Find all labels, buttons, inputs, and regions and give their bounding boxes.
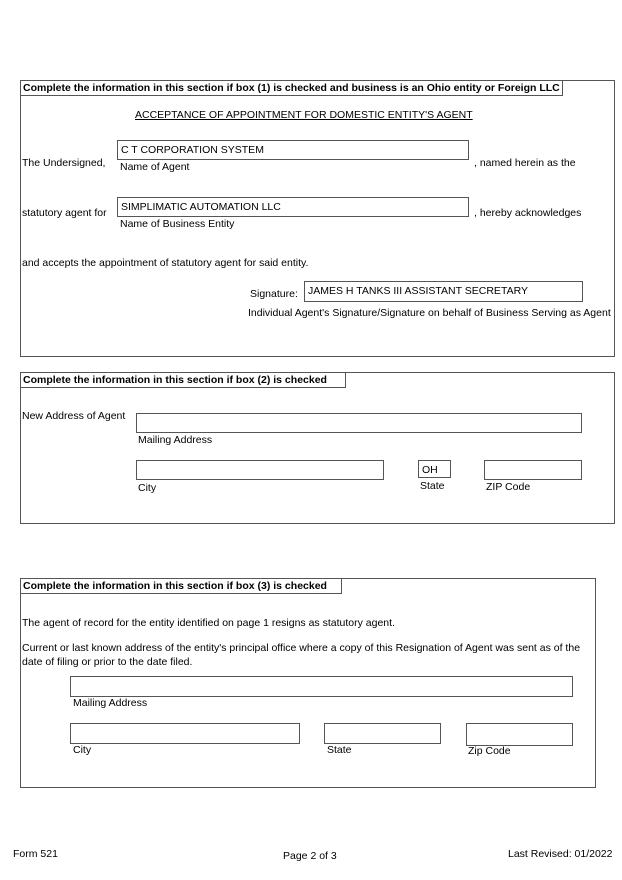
hereby-acknowledges-text: , hereby acknowledges (474, 207, 582, 219)
section-2-state-field[interactable]: OH (418, 460, 451, 478)
section-3-mailing-address-field[interactable] (70, 676, 573, 697)
section-3-zip-field[interactable] (466, 723, 573, 746)
section-2-zip-caption: ZIP Code (486, 481, 531, 493)
section-2-state-caption: State (420, 480, 445, 492)
section-box-2 (20, 372, 615, 524)
section-3-zip-caption: Zip Code (468, 745, 511, 757)
section-2-header: Complete the information in this section if box (2) is checked (20, 372, 346, 388)
resigns-text: The agent of record for the entity identified on page 1 resigns as statutory agent. (22, 617, 395, 629)
principal-office-text-line-1: Current or last known address of the entity's principal office where a copy of this Resignation of Agent was sent as of the (22, 642, 581, 654)
signature-label: Signature: (250, 288, 298, 300)
section-box-1 (20, 80, 615, 357)
section-2-city-caption: City (138, 482, 157, 494)
page-number: Page 2 of 3 (283, 850, 337, 862)
section-3-state-caption: State (327, 744, 352, 756)
section-3-header: Complete the information in this section if box (3) is checked (20, 578, 342, 594)
agent-name-caption: Name of Agent (120, 161, 190, 173)
section-2-mailing-address-field[interactable] (136, 413, 582, 433)
undersigned-label: The Undersigned, (22, 157, 106, 169)
section-1-header: Complete the information in this section if box (1) is checked and business is an Ohio entity or Foreign LLC (20, 80, 563, 96)
principal-office-text-line-2: date of filing or prior to the date filed. (22, 656, 193, 668)
section-box-3 (20, 578, 596, 788)
last-revised: Last Revised: 01/2022 (508, 848, 613, 860)
section-2-city-field[interactable] (136, 460, 384, 480)
named-herein-text: , named herein as the (474, 157, 576, 169)
entity-name-caption: Name of Business Entity (120, 218, 235, 230)
new-address-label: New Address of Agent (22, 410, 126, 422)
section-3-state-field[interactable] (324, 723, 441, 744)
section-3-city-caption: City (73, 744, 92, 756)
statutory-agent-for-label: statutory agent for (22, 207, 107, 219)
section-2-zip-field[interactable] (484, 460, 582, 480)
form-number: Form 521 (13, 848, 58, 860)
accepts-appointment-text: and accepts the appointment of statutory agent for said entity. (22, 257, 309, 269)
section-3-mailing-address-caption: Mailing Address (73, 697, 148, 709)
section-2-mailing-address-caption: Mailing Address (138, 434, 213, 446)
signature-caption: Individual Agent's Signature/Signature on behalf of Business Serving as Agent (248, 307, 611, 319)
section-1-title: ACCEPTANCE OF APPOINTMENT FOR DOMESTIC ENTITY'S AGENT (135, 109, 473, 121)
entity-name-field[interactable]: SIMPLIMATIC AUTOMATION LLC (117, 197, 469, 217)
signature-field[interactable]: JAMES H TANKS III ASSISTANT SECRETARY (304, 281, 583, 302)
section-3-city-field[interactable] (70, 723, 300, 744)
agent-name-field[interactable]: C T CORPORATION SYSTEM (117, 140, 469, 160)
